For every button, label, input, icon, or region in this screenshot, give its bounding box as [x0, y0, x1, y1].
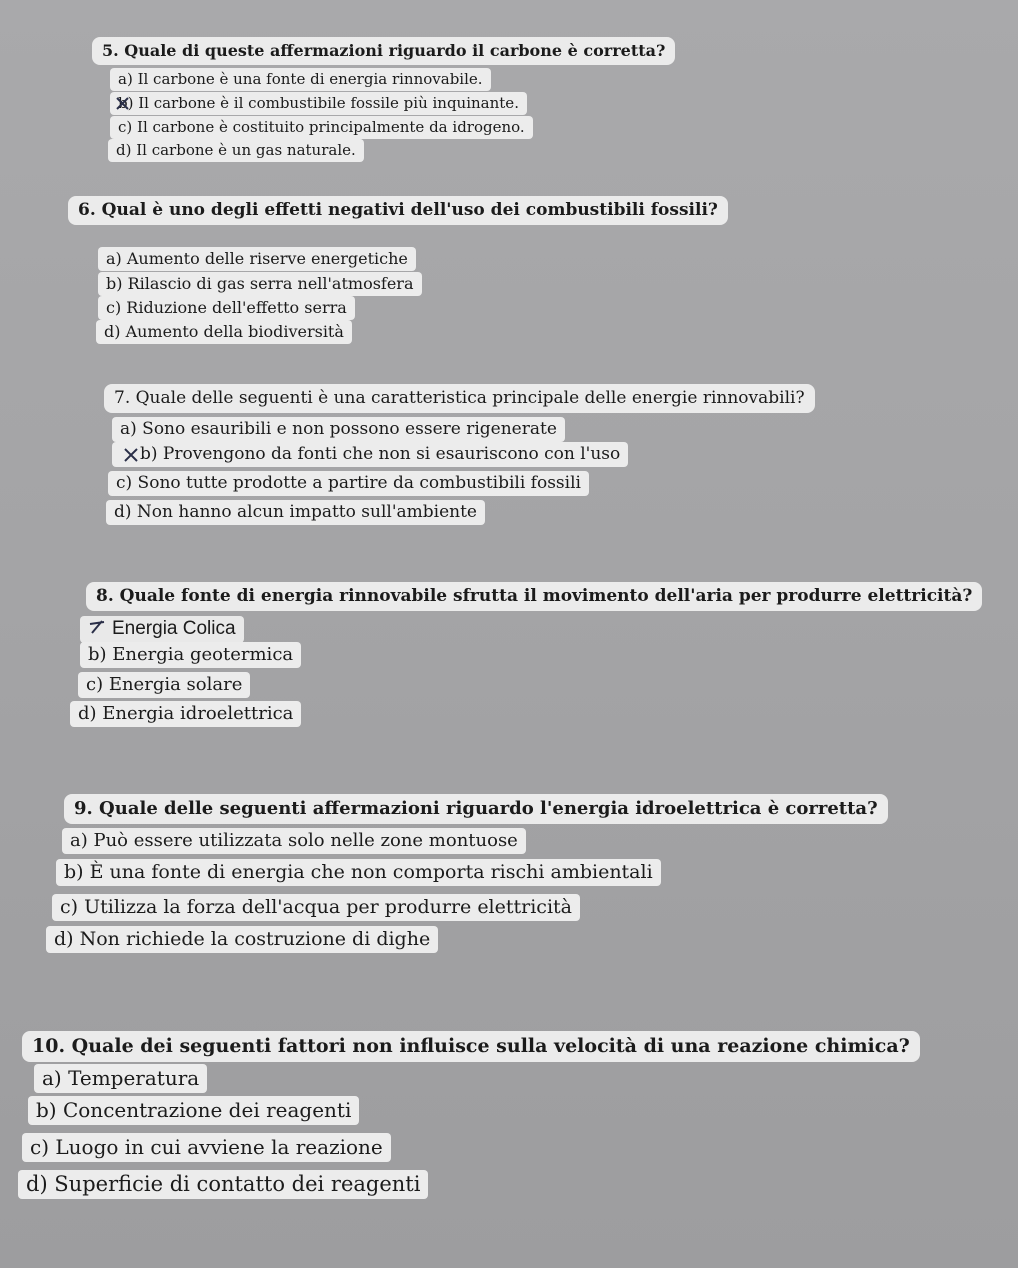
question-6-option-c: c) Riduzione dell'effetto serra — [98, 296, 355, 320]
question-8-option-d: d) Energia idroelettrica — [70, 701, 301, 727]
question-5-option-c: c) Il carbone è costituito principalmente da idrogeno. — [110, 116, 533, 139]
question-9-option-b: b) È una fonte di energia che non comporta rischi ambientali — [56, 859, 661, 886]
question-5-option-a: a) Il carbone è una fonte di energia rinnovabile. — [110, 68, 491, 91]
question-6-text: 6. Qual è uno degli effetti negativi dell'uso dei combustibili fossili? — [68, 196, 728, 225]
question-7-option-b: b) Provengono da fonti che non si esauriscono con l'uso — [112, 442, 628, 467]
question-9-option-a: a) Può essere utilizzata solo nelle zone montuose — [62, 828, 526, 854]
question-5-option-d: d) Il carbone è un gas naturale. — [108, 139, 364, 162]
question-5-option-b: b) Il carbone è il combustibile fossile più inquinante. — [110, 92, 527, 115]
question-8-option-c: c) Energia solare — [78, 672, 250, 698]
question-7-option-a: a) Sono esauribili e non possono essere rigenerate — [112, 417, 565, 442]
question-8-option-a: Energia Colica — [80, 616, 244, 643]
question-7-text: 7. Quale delle seguenti è una caratteristica principale delle energie rinnovabili? — [104, 384, 815, 413]
question-10-option-d: d) Superficie di contatto dei reagenti — [18, 1170, 428, 1199]
question-6-option-b: b) Rilascio di gas serra nell'atmosfera — [98, 272, 422, 296]
question-7-option-d: d) Non hanno alcun impatto sull'ambiente — [106, 500, 485, 525]
question-9-text: 9. Quale delle seguenti affermazioni riguardo l'energia idroelettrica è corretta? — [64, 794, 888, 824]
question-5-text: 5. Quale di queste affermazioni riguardo il carbone è corretta? — [92, 37, 675, 65]
question-6-option-a: a) Aumento delle riserve energetiche — [98, 247, 416, 271]
question-8-text: 8. Quale fonte di energia rinnovabile sfrutta il movimento dell'aria per produrre elettricità? — [86, 582, 982, 611]
question-9-option-d: d) Non richiede la costruzione di dighe — [46, 926, 438, 953]
question-10-text: 10. Quale dei seguenti fattori non influisce sulla velocità di una reazione chimica? — [22, 1031, 920, 1062]
question-8-option-b: b) Energia geotermica — [80, 642, 301, 668]
question-10-option-c: c) Luogo in cui avviene la reazione — [22, 1133, 391, 1162]
question-9-option-c: c) Utilizza la forza dell'acqua per produrre elettricità — [52, 894, 580, 921]
question-10-option-a: a) Temperatura — [34, 1064, 207, 1093]
question-7-option-c: c) Sono tutte prodotte a partire da combustibili fossili — [108, 471, 589, 496]
question-10-option-b: b) Concentrazione dei reagenti — [28, 1096, 359, 1125]
question-6-option-d: d) Aumento della biodiversità — [96, 320, 352, 344]
